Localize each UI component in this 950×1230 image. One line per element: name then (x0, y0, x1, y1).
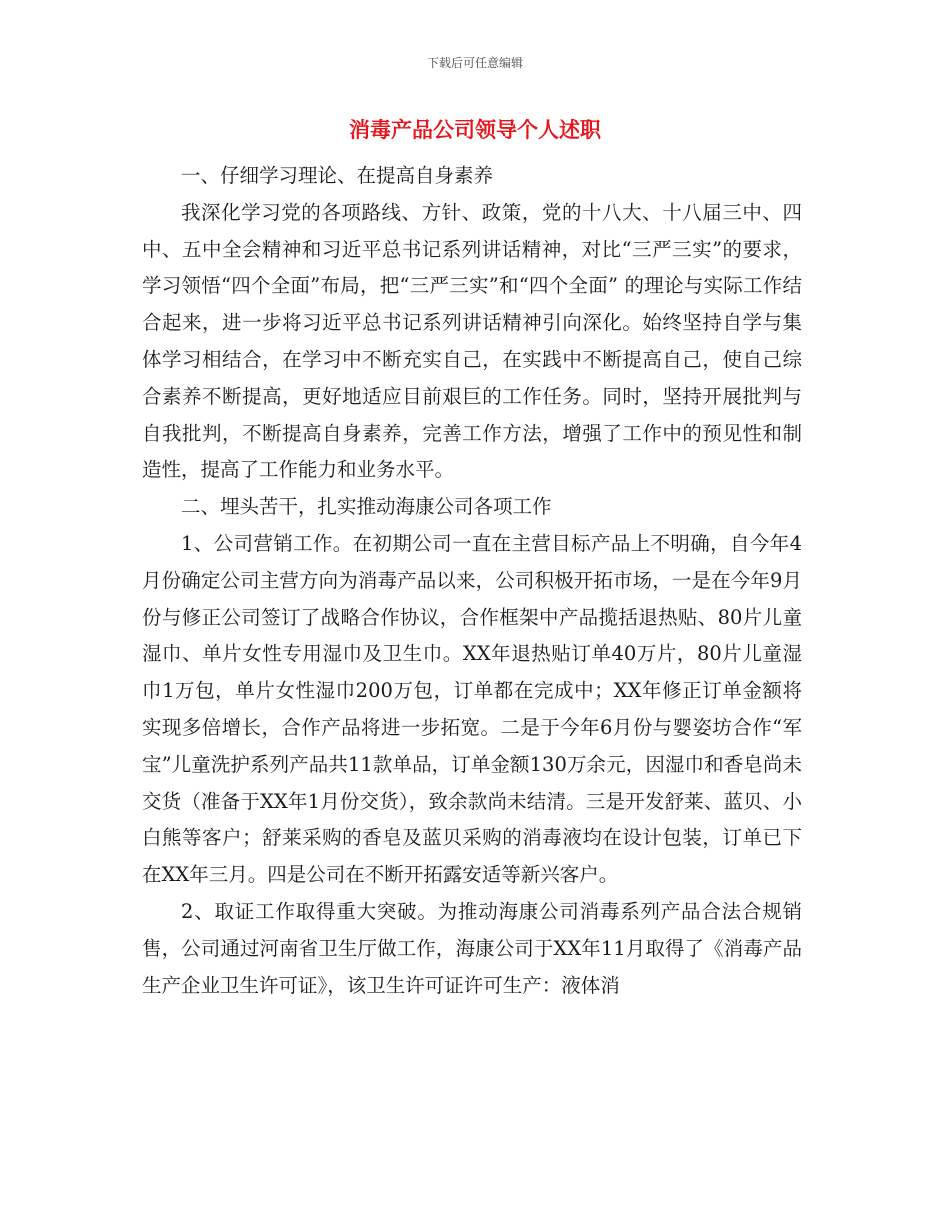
paragraph-study: 我深化学习党的各项路线、方针、政策，党的十八大、十八届三中、四中、五中全会精神和习近平总书记系列讲话精神，对比“三严三实”的要求，学习领悟“四个全面”布局，把“三严三实”和“四个全面” 的理论与实际工作结合起来，进一步将习近平总书记系列讲话精神引向深化。始终坚持自学与集体学习相结合，在学习中不断充实自己，在实践中不断提高自己，使自己综合素养不断提高，更好地适应目前艰巨的工作任务。同时，坚持开展批判与自我批判，不断提高自身素养，完善工作方法，增强了工作中的预见性和制造性，提高了工作能力和业务水平。 (142, 200, 802, 482)
header-note: 下载后可任意编辑 (426, 56, 523, 70)
section-heading-2: 二、埋头苦干，扎实推动海康公司各项工作 (181, 495, 552, 519)
section-heading-1: 一、仔细学习理论、在提高自身素养 (181, 164, 494, 187)
paragraph-marketing: 1、公司营销工作。在初期公司一直在主营目标产品上不明确，自今年4月份确定公司主营方向为消毒产品以来，公司积极开拓市场，一是在今年9月份与修正公司签订了战略合作协议，合作框架中产品揽括退热贴、80片儿童湿巾、单片女性专用湿巾及卫生巾。XX年退热贴订单40万片，80片儿童湿巾1万包，单片女性湿巾200万包，订单都在完成中；XX年修正订单金额将实现多倍增长，合作产品将进一步拓宽。二是于今年6月份与婴姿坊合作“军宝”儿童洗护系列产品共11款单品，订单金额130万余元，因湿巾和香皂尚未交货（准备于XX年1月份交货），致余款尚未结清。三是开发舒莱、蓝贝、小白熊等客户；舒莱采购的香皂及蓝贝采购的消毒液均在设计包装，订单已下在XX年三月。四是公司在不断开拓露安适等新兴客户。 (142, 531, 802, 887)
document-title: 消毒产品公司领导个人述职 (349, 118, 601, 142)
document-body (142, 158, 802, 1004)
paragraph-certification: 2、取证工作取得重大突破。为推动海康公司消毒系列产品合法合规销售，公司通过河南省卫生厅做工作，海康公司于XX年11月取得了《消毒产品生产企业卫生许可证》，该卫生许可证许可生产：液体消 (142, 899, 802, 997)
